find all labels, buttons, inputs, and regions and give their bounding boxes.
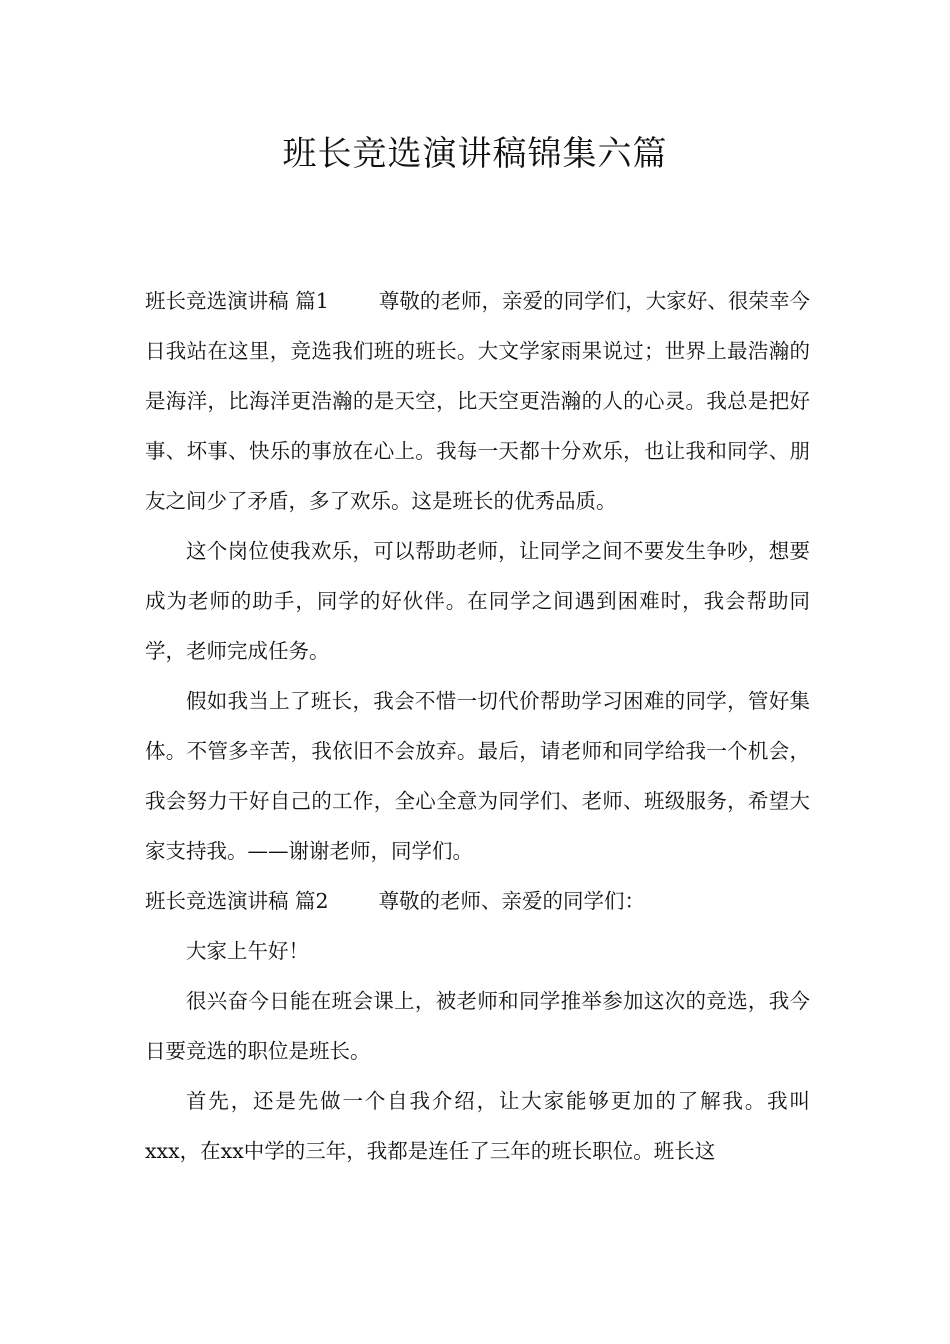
paragraph: 这个岗位使我欢乐，可以帮助老师，让同学之间不要发生争吵，想要成为老师的助手，同学的好伙伴。在同学之间遇到困难时，我会帮助同学，老师完成任务。 <box>145 539 810 663</box>
document-title: 班长竞选演讲稿锦集六篇 <box>282 134 668 174</box>
paragraph: 大家上午好！ <box>186 939 309 963</box>
paragraph: 首先，还是先做一个自我介绍，让大家能够更加的了解我。我叫xxx，在xx中学的三年，我都是连任了三年的班长职位。班长这 <box>145 1089 810 1163</box>
paragraph: 假如我当上了班长，我会不惜一切代价帮助学习困难的同学，管好集体。不管多辛苦，我依旧不会放弃。最后，请老师和同学给我一个机会，我会努力干好自己的工作，全心全意为同学们、老师、班级服务，希望大家支持我。——谢谢老师，同学们。 <box>145 689 810 863</box>
section-1-heading: 班长竞选演讲稿 篇1 <box>145 289 329 313</box>
section-2-lead: 尊敬的老师、亲爱的同学们： <box>378 889 646 913</box>
document-body <box>145 276 810 1176</box>
paragraph: 很兴奋今日能在班会课上，被老师和同学推举参加这次的竞选，我今日要竞选的职位是班长。 <box>145 989 810 1063</box>
section-2-opening <box>145 876 810 926</box>
section-1-opening <box>145 276 810 526</box>
section-2-heading: 班长竞选演讲稿 篇2 <box>145 889 329 913</box>
section-1-lead: 尊敬的老师，亲爱的同学们，大家好、很荣幸今日我站在这里，竞选我们班的班长。大文学家雨果说过；世界上最浩瀚的是海洋，比海洋更浩瀚的是天空，比天空更浩瀚的人的心灵。我总是把好事、坏事、快乐的事放在心上。我每一天都十分欢乐，也让我和同学、朋友之间少了矛盾，多了欢乐。这是班长的优秀品质。 <box>145 289 810 513</box>
